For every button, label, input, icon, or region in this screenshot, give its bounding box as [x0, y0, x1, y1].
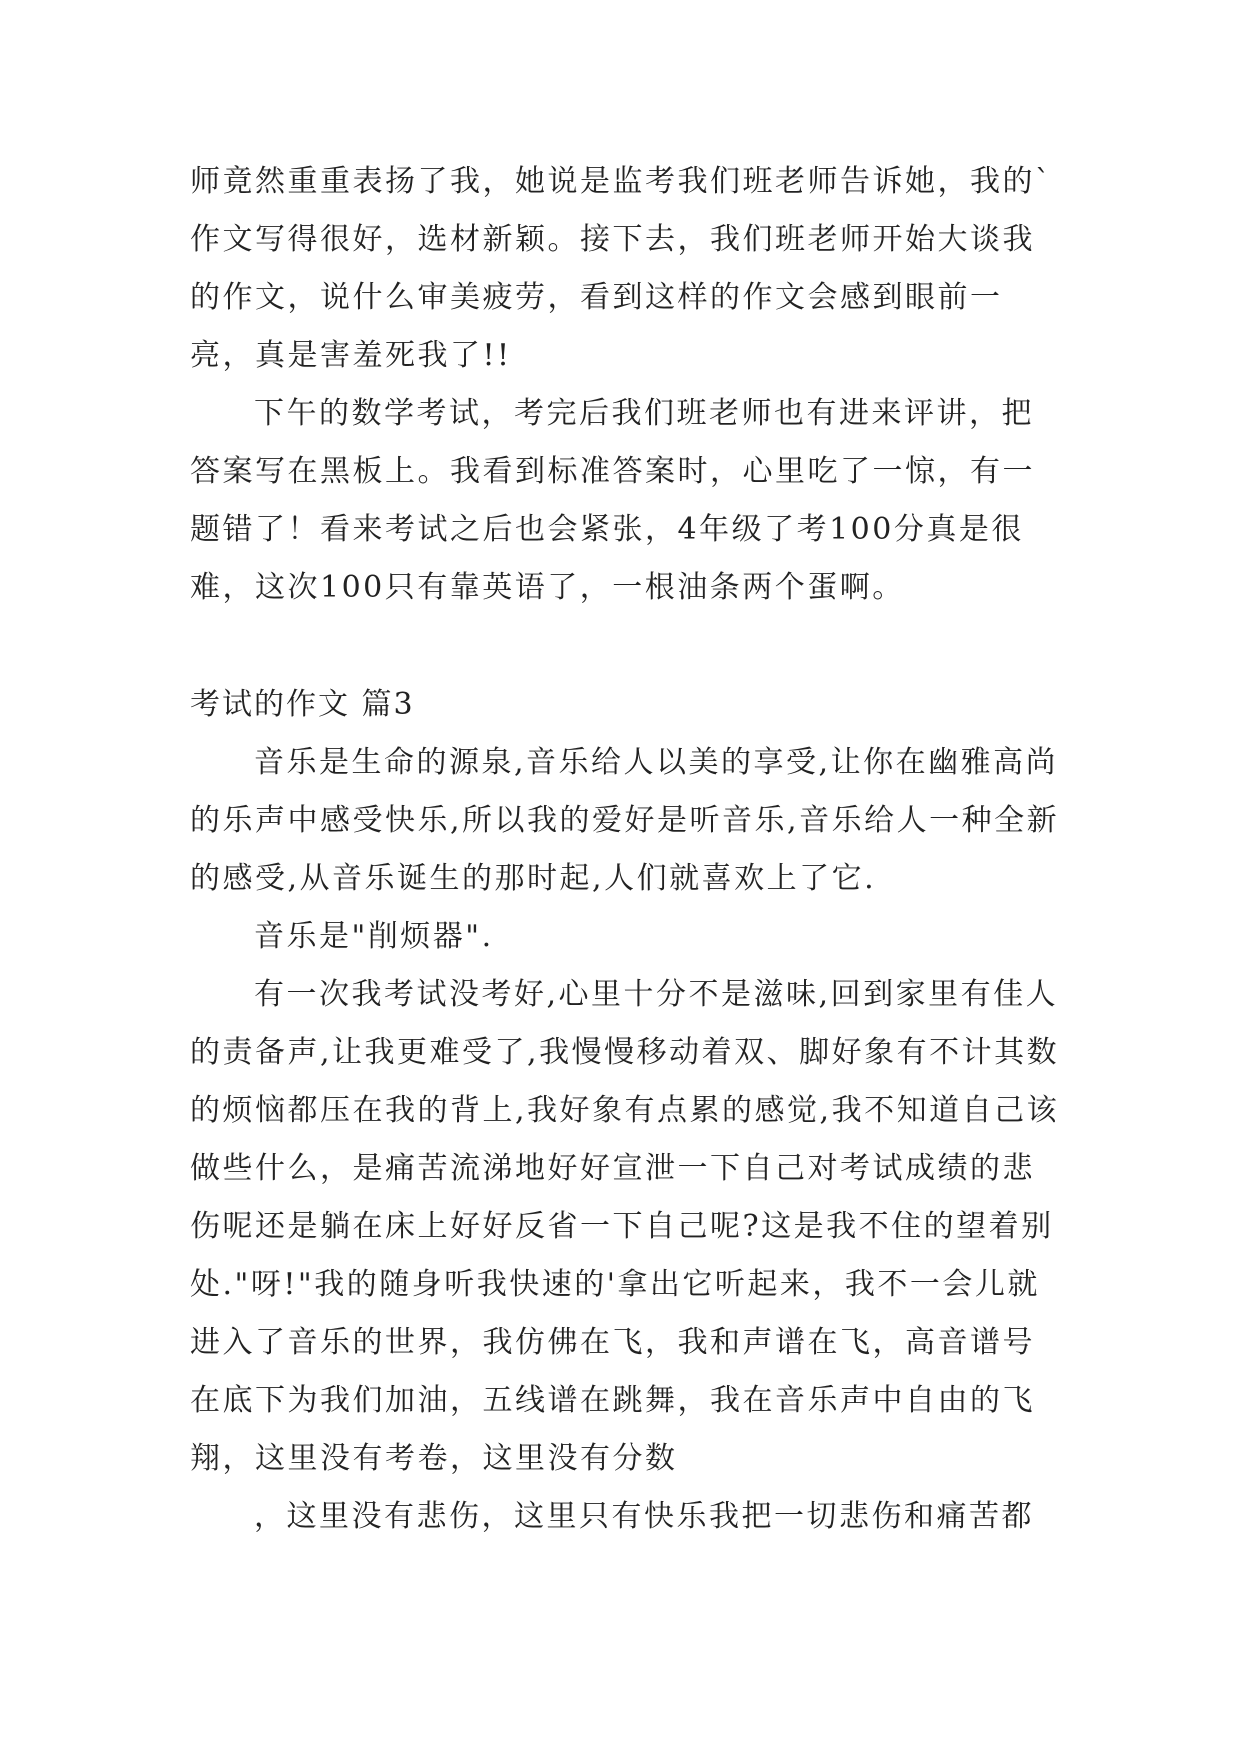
paragraph-music-source: 音乐是生命的源泉,音乐给人以美的享受,让你在幽雅高尚的乐声中感受快乐,所以我的爱好是听音乐,音乐给人一种全新的感受,从音乐诞生的那时起,人们就喜欢上了它.	[190, 745, 1060, 896]
section-heading: 考试的作文 篇3	[190, 687, 415, 722]
section-1	[190, 153, 1060, 617]
section-2	[190, 676, 1060, 1546]
paragraph-exam-story: 有一次我考试没考好,心里十分不是滋味,回到家里有佳人的责备声,让我更难受了,我慢慢移动着双、脚好象有不计其数的烦恼都压在我的背上,我好象有点累的感觉,我不知道自己该做些什么，是痛苦流涕地好好宣泄一下自己对考试成绩的悲伤呢还是躺在床上好好反省一下自己呢?这是我不住的望着别处."呀!"我的随身听我快速的'拿出它听起来，我不一会儿就进入了音乐的世界，我仿佛在飞，我和声谱在飞，高音谱号在底下为我们加油，五线谱在跳舞，我在音乐声中自由的飞翔，这里没有考卷，这里没有分数	[190, 977, 1060, 1476]
paragraph-continued: 师竟然重重表扬了我，她说是监考我们班老师告诉她，我的`作文写得很好，选材新颖。接下去，我们班老师开始大谈我的作文，说什么审美疲劳，看到这样的作文会感到眼前一亮，真是害羞死我了!!	[190, 164, 1053, 373]
paragraph-music-relief: 音乐是"削烦器".	[254, 919, 494, 954]
paragraph-math-exam: 下午的数学考试，考完后我们班老师也有进来评讲，把答案写在黑板上。我看到标准答案时，心里吃了一惊，有一题错了！看来考试之后也会紧张，4年级了考100分真是很难，这次100只有靠英语了，一根油条两个蛋啊。	[190, 396, 1035, 605]
paragraph-no-sadness: ，这里没有悲伤，这里只有快乐我把一切悲伤和痛苦都	[254, 1499, 1034, 1534]
